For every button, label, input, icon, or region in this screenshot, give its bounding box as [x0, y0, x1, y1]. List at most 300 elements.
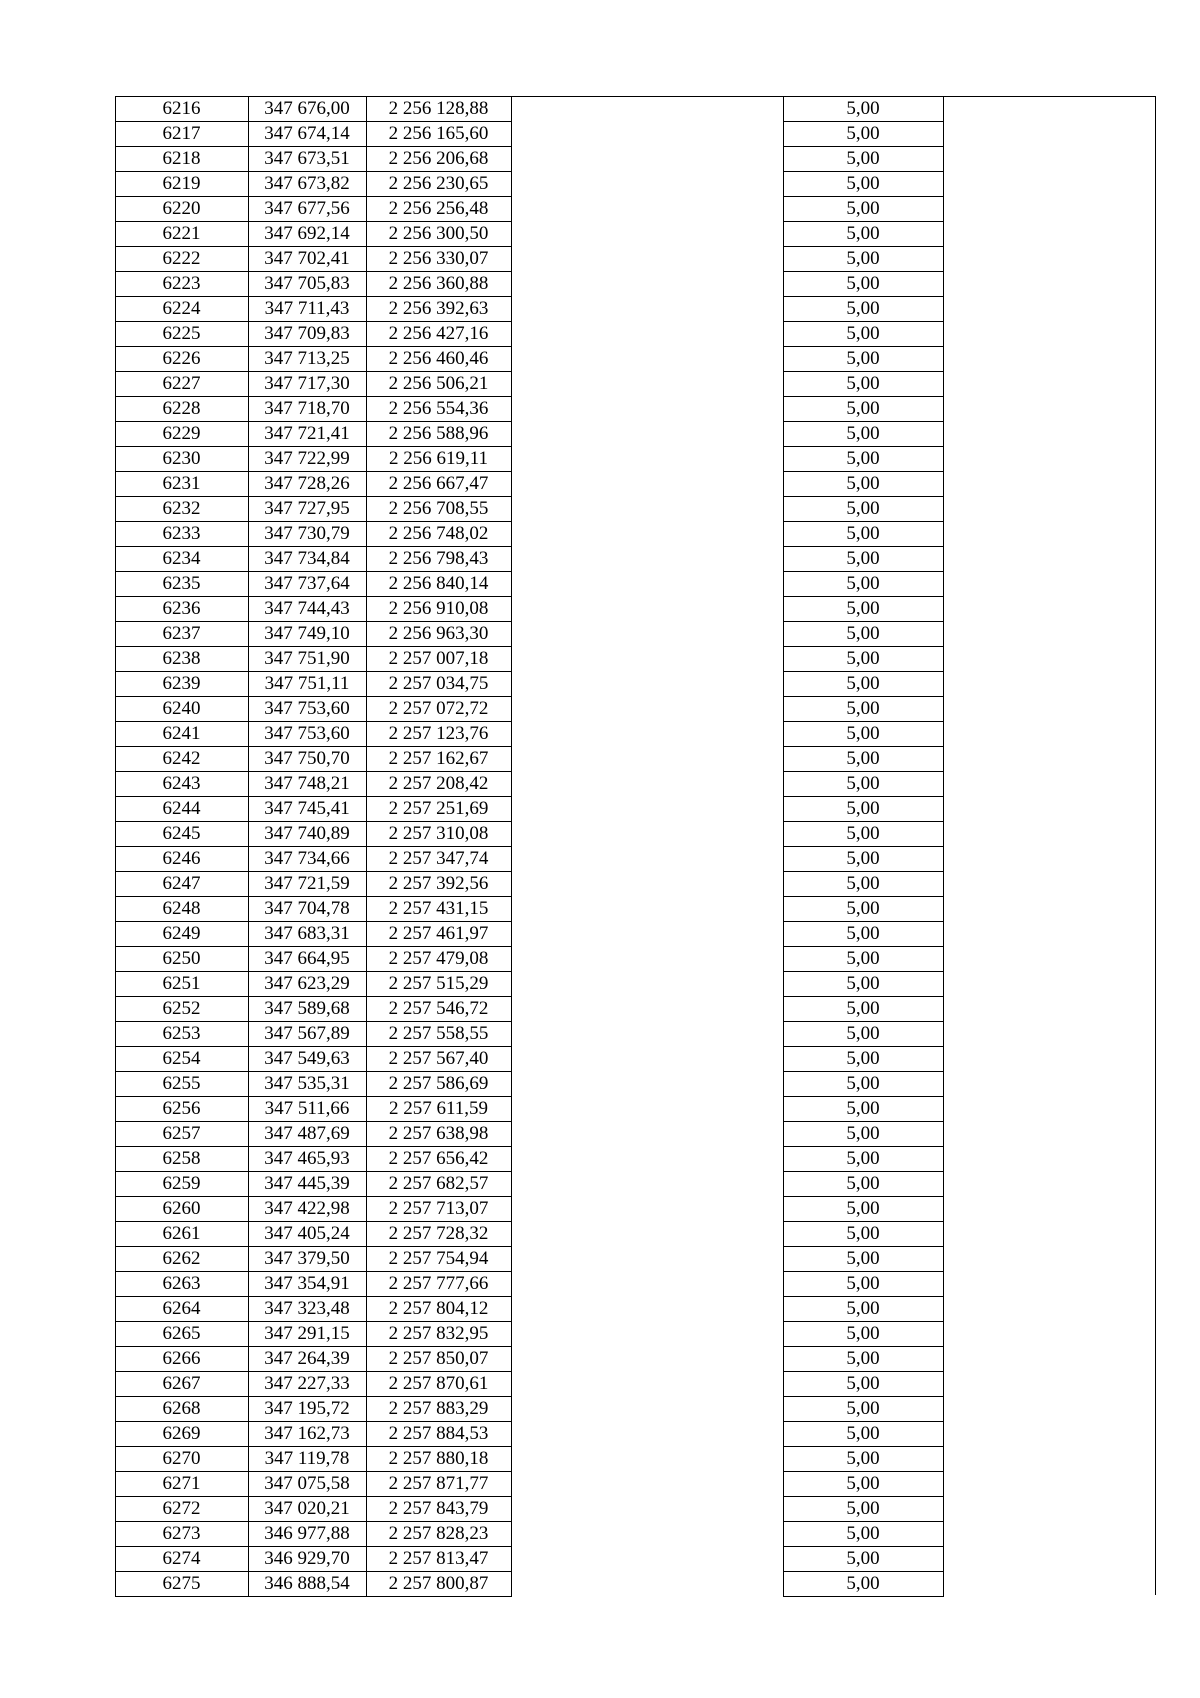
table-row [115, 1021, 1127, 1046]
point-number-cell: 6256 [115, 1096, 248, 1121]
y-coordinate-cell: 2 257 804,12 [366, 1296, 511, 1321]
value-cell: 5,00 [783, 1296, 943, 1321]
empty-cell [511, 721, 783, 746]
x-coordinate-cell: 347 692,14 [248, 221, 366, 246]
x-coordinate-cell: 347 674,14 [248, 121, 366, 146]
empty-cell [511, 1396, 783, 1421]
y-coordinate-cell: 2 257 883,29 [366, 1396, 511, 1421]
table-row [115, 1346, 1127, 1371]
value-cell: 5,00 [783, 571, 943, 596]
point-number-cell: 6241 [115, 721, 248, 746]
empty-cell [511, 1046, 783, 1071]
empty-cell [943, 521, 1127, 546]
table-row [115, 1471, 1127, 1496]
x-coordinate-cell: 347 721,59 [248, 871, 366, 896]
empty-cell [943, 1346, 1127, 1371]
value-cell: 5,00 [783, 1046, 943, 1071]
y-coordinate-cell: 2 257 072,72 [366, 696, 511, 721]
empty-cell [943, 821, 1127, 846]
x-coordinate-cell: 347 664,95 [248, 946, 366, 971]
empty-cell [943, 1021, 1127, 1046]
table-row [115, 521, 1127, 546]
point-number-cell: 6248 [115, 896, 248, 921]
empty-cell [511, 746, 783, 771]
point-number-cell: 6250 [115, 946, 248, 971]
empty-cell [511, 196, 783, 221]
table-row [115, 1071, 1127, 1096]
x-coordinate-cell: 347 744,43 [248, 596, 366, 621]
point-number-cell: 6252 [115, 996, 248, 1021]
table-row [115, 721, 1127, 746]
empty-cell [943, 1296, 1127, 1321]
empty-cell [943, 471, 1127, 496]
empty-cell [511, 671, 783, 696]
y-coordinate-cell: 2 256 460,46 [366, 346, 511, 371]
value-cell: 5,00 [783, 371, 943, 396]
x-coordinate-cell: 347 677,56 [248, 196, 366, 221]
empty-cell [943, 421, 1127, 446]
empty-cell [511, 1421, 783, 1446]
y-coordinate-cell: 2 256 506,21 [366, 371, 511, 396]
table-row [115, 671, 1127, 696]
empty-cell [511, 346, 783, 371]
point-number-cell: 6275 [115, 1571, 248, 1596]
value-cell: 5,00 [783, 646, 943, 671]
x-coordinate-cell: 347 748,21 [248, 771, 366, 796]
point-number-cell: 6268 [115, 1396, 248, 1421]
x-coordinate-cell: 347 673,51 [248, 146, 366, 171]
empty-cell [511, 646, 783, 671]
y-coordinate-cell: 2 257 392,56 [366, 871, 511, 896]
y-coordinate-cell: 2 257 713,07 [366, 1196, 511, 1221]
point-number-cell: 6270 [115, 1446, 248, 1471]
y-coordinate-cell: 2 257 567,40 [366, 1046, 511, 1071]
point-number-cell: 6272 [115, 1496, 248, 1521]
point-number-cell: 6230 [115, 446, 248, 471]
x-coordinate-cell: 347 702,41 [248, 246, 366, 271]
value-cell: 5,00 [783, 1171, 943, 1196]
value-cell: 5,00 [783, 946, 943, 971]
value-cell: 5,00 [783, 921, 943, 946]
point-number-cell: 6253 [115, 1021, 248, 1046]
empty-cell [943, 246, 1127, 271]
value-cell: 5,00 [783, 1396, 943, 1421]
value-cell: 5,00 [783, 971, 943, 996]
table-row [115, 921, 1127, 946]
y-coordinate-cell: 2 257 870,61 [366, 1371, 511, 1396]
y-coordinate-cell: 2 256 798,43 [366, 546, 511, 571]
empty-cell [511, 871, 783, 896]
table-row [115, 271, 1127, 296]
empty-cell [511, 521, 783, 546]
empty-cell [943, 496, 1127, 521]
point-number-cell: 6240 [115, 696, 248, 721]
x-coordinate-cell: 347 751,11 [248, 671, 366, 696]
table-row [115, 421, 1127, 446]
point-number-cell: 6224 [115, 296, 248, 321]
x-coordinate-cell: 347 721,41 [248, 421, 366, 446]
x-coordinate-cell: 347 683,31 [248, 921, 366, 946]
y-coordinate-cell: 2 256 128,88 [366, 96, 511, 121]
point-number-cell: 6231 [115, 471, 248, 496]
y-coordinate-cell: 2 256 667,47 [366, 471, 511, 496]
empty-cell [943, 446, 1127, 471]
empty-cell [511, 1346, 783, 1371]
empty-cell [511, 921, 783, 946]
empty-cell [943, 1071, 1127, 1096]
point-number-cell: 6247 [115, 871, 248, 896]
empty-cell [943, 996, 1127, 1021]
y-coordinate-cell: 2 257 832,95 [366, 1321, 511, 1346]
value-cell: 5,00 [783, 1246, 943, 1271]
point-number-cell: 6218 [115, 146, 248, 171]
empty-cell [511, 221, 783, 246]
y-coordinate-cell: 2 256 230,65 [366, 171, 511, 196]
x-coordinate-cell: 347 264,39 [248, 1346, 366, 1371]
x-coordinate-cell: 347 709,83 [248, 321, 366, 346]
empty-cell [943, 221, 1127, 246]
value-cell: 5,00 [783, 746, 943, 771]
empty-cell [943, 871, 1127, 896]
empty-cell [511, 496, 783, 521]
value-cell: 5,00 [783, 821, 943, 846]
value-cell: 5,00 [783, 1321, 943, 1346]
empty-cell [511, 296, 783, 321]
y-coordinate-cell: 2 257 682,57 [366, 1171, 511, 1196]
empty-cell [511, 1571, 783, 1596]
x-coordinate-cell: 347 740,89 [248, 821, 366, 846]
empty-cell [511, 596, 783, 621]
table-row [115, 1146, 1127, 1171]
value-cell: 5,00 [783, 896, 943, 921]
table-row [115, 1496, 1127, 1521]
table-row [115, 221, 1127, 246]
empty-cell [943, 1271, 1127, 1296]
point-number-cell: 6239 [115, 671, 248, 696]
y-coordinate-cell: 2 257 461,97 [366, 921, 511, 946]
empty-cell [511, 971, 783, 996]
empty-cell [943, 371, 1127, 396]
table-row [115, 546, 1127, 571]
table-row [115, 471, 1127, 496]
x-coordinate-cell: 347 737,64 [248, 571, 366, 596]
y-coordinate-cell: 2 257 656,42 [366, 1146, 511, 1171]
table-row [115, 1396, 1127, 1421]
x-coordinate-cell: 347 717,30 [248, 371, 366, 396]
y-coordinate-cell: 2 256 708,55 [366, 496, 511, 521]
value-cell: 5,00 [783, 1196, 943, 1221]
empty-cell [943, 1546, 1127, 1571]
value-cell: 5,00 [783, 496, 943, 521]
table-row [115, 1421, 1127, 1446]
empty-cell [511, 171, 783, 196]
x-coordinate-cell: 347 075,58 [248, 1471, 366, 1496]
empty-cell [943, 646, 1127, 671]
empty-cell [511, 321, 783, 346]
point-number-cell: 6245 [115, 821, 248, 846]
y-coordinate-cell: 2 256 330,07 [366, 246, 511, 271]
table-row [115, 1046, 1127, 1071]
empty-cell [511, 1471, 783, 1496]
y-coordinate-cell: 2 256 165,60 [366, 121, 511, 146]
table-row [115, 371, 1127, 396]
value-cell: 5,00 [783, 271, 943, 296]
value-cell: 5,00 [783, 1521, 943, 1546]
y-coordinate-cell: 2 257 162,67 [366, 746, 511, 771]
x-coordinate-cell: 347 227,33 [248, 1371, 366, 1396]
x-coordinate-cell: 347 487,69 [248, 1121, 366, 1146]
table-row [115, 1121, 1127, 1146]
table-row [115, 971, 1127, 996]
empty-cell [943, 321, 1127, 346]
empty-cell [943, 596, 1127, 621]
y-coordinate-cell: 2 256 910,08 [366, 596, 511, 621]
table-row [115, 621, 1127, 646]
point-number-cell: 6257 [115, 1121, 248, 1146]
empty-cell [511, 1446, 783, 1471]
empty-cell [511, 946, 783, 971]
empty-cell [511, 1071, 783, 1096]
x-coordinate-cell: 347 745,41 [248, 796, 366, 821]
empty-cell [943, 1421, 1127, 1446]
empty-cell [511, 96, 783, 121]
point-number-cell: 6243 [115, 771, 248, 796]
value-cell: 5,00 [783, 796, 943, 821]
table-row [115, 1096, 1127, 1121]
point-number-cell: 6246 [115, 846, 248, 871]
table-row [115, 996, 1127, 1021]
x-coordinate-cell: 347 673,82 [248, 171, 366, 196]
y-coordinate-cell: 2 257 880,18 [366, 1446, 511, 1471]
empty-cell [943, 1096, 1127, 1121]
value-cell: 5,00 [783, 1121, 943, 1146]
x-coordinate-cell: 347 162,73 [248, 1421, 366, 1446]
x-coordinate-cell: 347 718,70 [248, 396, 366, 421]
empty-cell [943, 1571, 1127, 1596]
value-cell: 5,00 [783, 171, 943, 196]
x-coordinate-cell: 347 567,89 [248, 1021, 366, 1046]
empty-cell [943, 846, 1127, 871]
empty-cell [511, 396, 783, 421]
y-coordinate-cell: 2 257 310,08 [366, 821, 511, 846]
empty-cell [943, 171, 1127, 196]
empty-cell [511, 371, 783, 396]
empty-cell [943, 346, 1127, 371]
x-coordinate-cell: 347 589,68 [248, 996, 366, 1021]
value-cell: 5,00 [783, 671, 943, 696]
value-cell: 5,00 [783, 1571, 943, 1596]
table-row [115, 846, 1127, 871]
value-cell: 5,00 [783, 721, 943, 746]
table-row [115, 1171, 1127, 1196]
x-coordinate-cell: 347 753,60 [248, 696, 366, 721]
x-coordinate-cell: 347 749,10 [248, 621, 366, 646]
empty-cell [943, 296, 1127, 321]
y-coordinate-cell: 2 257 586,69 [366, 1071, 511, 1096]
y-coordinate-cell: 2 256 619,11 [366, 446, 511, 471]
x-coordinate-cell: 347 705,83 [248, 271, 366, 296]
y-coordinate-cell: 2 256 554,36 [366, 396, 511, 421]
point-number-cell: 6238 [115, 646, 248, 671]
empty-cell [943, 571, 1127, 596]
value-cell: 5,00 [783, 1221, 943, 1246]
empty-cell [511, 1171, 783, 1196]
value-cell: 5,00 [783, 1446, 943, 1471]
table-row [115, 396, 1127, 421]
x-coordinate-cell: 347 676,00 [248, 96, 366, 121]
value-cell: 5,00 [783, 696, 943, 721]
empty-cell [511, 1546, 783, 1571]
coordinates-table [115, 96, 1128, 1597]
point-number-cell: 6273 [115, 1521, 248, 1546]
empty-cell [943, 671, 1127, 696]
value-cell: 5,00 [783, 1371, 943, 1396]
empty-cell [511, 121, 783, 146]
point-number-cell: 6217 [115, 121, 248, 146]
point-number-cell: 6262 [115, 1246, 248, 1271]
value-cell: 5,00 [783, 1271, 943, 1296]
y-coordinate-cell: 2 257 850,07 [366, 1346, 511, 1371]
empty-cell [511, 1121, 783, 1146]
empty-cell [943, 1171, 1127, 1196]
y-coordinate-cell: 2 257 754,94 [366, 1246, 511, 1271]
y-coordinate-cell: 2 257 558,55 [366, 1021, 511, 1046]
x-coordinate-cell: 347 354,91 [248, 1271, 366, 1296]
table-row [115, 1546, 1127, 1571]
table-row [115, 646, 1127, 671]
point-number-cell: 6223 [115, 271, 248, 296]
empty-cell [511, 421, 783, 446]
value-cell: 5,00 [783, 146, 943, 171]
table-row [115, 1446, 1127, 1471]
y-coordinate-cell: 2 257 546,72 [366, 996, 511, 1021]
table-row [115, 1221, 1127, 1246]
y-coordinate-cell: 2 256 206,68 [366, 146, 511, 171]
table-row [115, 146, 1127, 171]
y-coordinate-cell: 2 257 777,66 [366, 1271, 511, 1296]
value-cell: 5,00 [783, 96, 943, 121]
table-row [115, 1371, 1127, 1396]
x-coordinate-cell: 347 511,66 [248, 1096, 366, 1121]
table-row [115, 871, 1127, 896]
y-coordinate-cell: 2 256 588,96 [366, 421, 511, 446]
value-cell: 5,00 [783, 1021, 943, 1046]
value-cell: 5,00 [783, 346, 943, 371]
x-coordinate-cell: 346 929,70 [248, 1546, 366, 1571]
empty-cell [943, 946, 1127, 971]
value-cell: 5,00 [783, 521, 943, 546]
empty-cell [943, 746, 1127, 771]
point-number-cell: 6274 [115, 1546, 248, 1571]
value-cell: 5,00 [783, 121, 943, 146]
y-coordinate-cell: 2 256 256,48 [366, 196, 511, 221]
x-coordinate-cell: 347 465,93 [248, 1146, 366, 1171]
y-coordinate-cell: 2 257 007,18 [366, 646, 511, 671]
y-coordinate-cell: 2 257 828,23 [366, 1521, 511, 1546]
x-coordinate-cell: 347 728,26 [248, 471, 366, 496]
x-coordinate-cell: 346 888,54 [248, 1571, 366, 1596]
point-number-cell: 6225 [115, 321, 248, 346]
value-cell: 5,00 [783, 1096, 943, 1121]
y-coordinate-cell: 2 256 963,30 [366, 621, 511, 646]
table-row [115, 121, 1127, 146]
value-cell: 5,00 [783, 221, 943, 246]
y-coordinate-cell: 2 256 427,16 [366, 321, 511, 346]
y-coordinate-cell: 2 257 813,47 [366, 1546, 511, 1571]
empty-cell [943, 1471, 1127, 1496]
x-coordinate-cell: 347 291,15 [248, 1321, 366, 1346]
value-cell: 5,00 [783, 771, 943, 796]
table-row [115, 571, 1127, 596]
value-cell: 5,00 [783, 846, 943, 871]
empty-cell [943, 696, 1127, 721]
table-row [115, 1521, 1127, 1546]
empty-cell [943, 96, 1127, 121]
point-number-cell: 6221 [115, 221, 248, 246]
empty-cell [511, 621, 783, 646]
table-row [115, 696, 1127, 721]
point-number-cell: 6228 [115, 396, 248, 421]
empty-cell [511, 1371, 783, 1396]
empty-cell [943, 1321, 1127, 1346]
point-number-cell: 6264 [115, 1296, 248, 1321]
table-row [115, 1296, 1127, 1321]
empty-cell [943, 1396, 1127, 1421]
table-row [115, 771, 1127, 796]
empty-cell [511, 1196, 783, 1221]
table-row [115, 596, 1127, 621]
value-cell: 5,00 [783, 871, 943, 896]
x-coordinate-cell: 347 753,60 [248, 721, 366, 746]
point-number-cell: 6269 [115, 1421, 248, 1446]
y-coordinate-cell: 2 257 251,69 [366, 796, 511, 821]
y-coordinate-cell: 2 257 431,15 [366, 896, 511, 921]
empty-cell [511, 446, 783, 471]
x-coordinate-cell: 347 445,39 [248, 1171, 366, 1196]
empty-cell [511, 146, 783, 171]
value-cell: 5,00 [783, 1471, 943, 1496]
table-row [115, 171, 1127, 196]
table-row [115, 346, 1127, 371]
table-row [115, 1321, 1127, 1346]
point-number-cell: 6236 [115, 596, 248, 621]
point-number-cell: 6271 [115, 1471, 248, 1496]
table-row [115, 746, 1127, 771]
x-coordinate-cell: 346 977,88 [248, 1521, 366, 1546]
empty-cell [511, 546, 783, 571]
x-coordinate-cell: 347 734,66 [248, 846, 366, 871]
value-cell: 5,00 [783, 1546, 943, 1571]
y-coordinate-cell: 2 256 748,02 [366, 521, 511, 546]
value-cell: 5,00 [783, 321, 943, 346]
table-row [115, 1196, 1127, 1221]
table-row [115, 196, 1127, 221]
empty-cell [943, 1371, 1127, 1396]
point-number-cell: 6254 [115, 1046, 248, 1071]
x-coordinate-cell: 347 195,72 [248, 1396, 366, 1421]
x-coordinate-cell: 347 119,78 [248, 1446, 366, 1471]
empty-cell [511, 1146, 783, 1171]
y-coordinate-cell: 2 256 840,14 [366, 571, 511, 596]
empty-cell [943, 1121, 1127, 1146]
point-number-cell: 6216 [115, 96, 248, 121]
value-cell: 5,00 [783, 1146, 943, 1171]
x-coordinate-cell: 347 379,50 [248, 1246, 366, 1271]
y-coordinate-cell: 2 257 638,98 [366, 1121, 511, 1146]
x-coordinate-cell: 347 722,99 [248, 446, 366, 471]
y-coordinate-cell: 2 257 034,75 [366, 671, 511, 696]
value-cell: 5,00 [783, 546, 943, 571]
